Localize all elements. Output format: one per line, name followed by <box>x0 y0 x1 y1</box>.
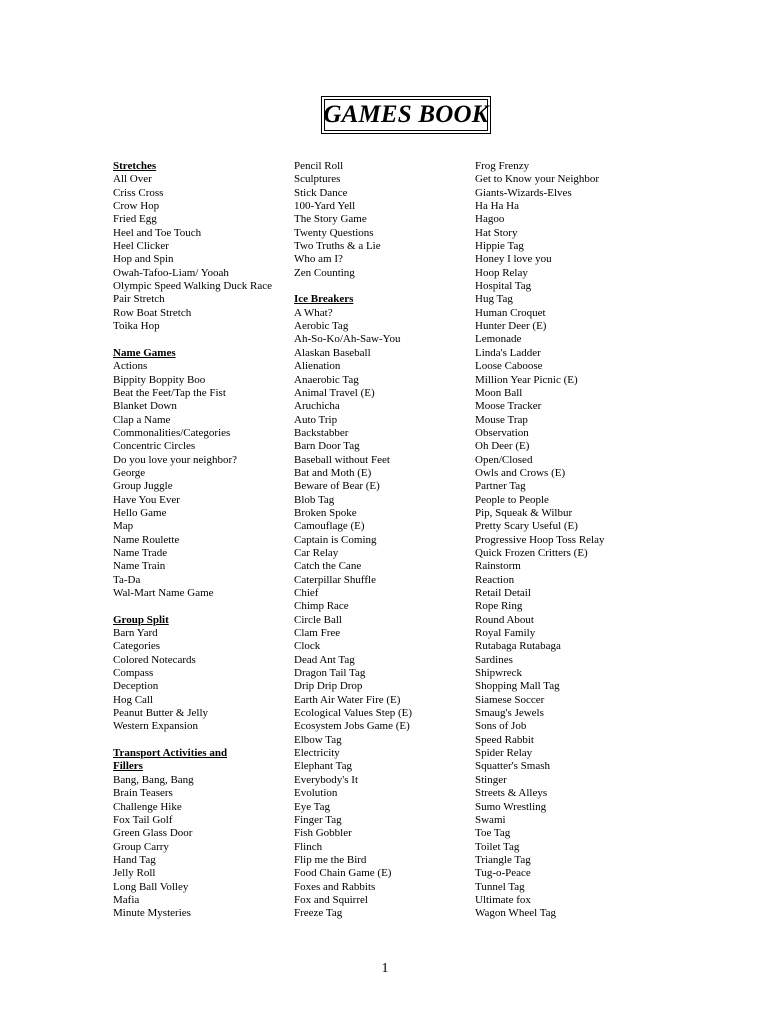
game-item: Swami <box>475 813 506 826</box>
game-item: Who am I? <box>294 253 343 266</box>
game-item: Bippity Boppity Boo <box>113 373 206 386</box>
game-item: Hagoo <box>475 213 505 226</box>
section-gap <box>294 280 469 293</box>
game-item: Foxes and Rabbits <box>294 880 376 893</box>
section-gap <box>113 600 288 613</box>
game-item: Clap a Name <box>113 413 171 426</box>
game-item: Linda's Ladder <box>475 346 541 359</box>
game-item: Heel Clicker <box>113 240 169 253</box>
game-item: Evolution <box>294 787 338 800</box>
game-item: Actions <box>113 360 148 373</box>
game-item: Western Expansion <box>113 720 198 733</box>
game-item: Sumo Wrestling <box>475 800 547 813</box>
game-item: Challenge Hike <box>113 800 182 813</box>
game-item: Freeze Tag <box>294 907 343 920</box>
game-item: Clock <box>294 640 321 653</box>
game-item: Ah-So-Ko/Ah-Saw-You <box>294 333 401 346</box>
game-item: Everybody's It <box>294 773 358 786</box>
game-item: Row Boat Stretch <box>113 306 192 319</box>
section-gap <box>113 333 288 346</box>
game-item: Olympic Speed Walking Duck Race <box>113 280 272 293</box>
game-item: Finger Tag <box>294 813 342 826</box>
game-item: Name Trade <box>113 546 168 559</box>
game-item: Alaskan Baseball <box>294 346 371 359</box>
game-item: Criss Cross <box>113 186 164 199</box>
game-item: Dead Ant Tag <box>294 653 355 666</box>
game-item: Eye Tag <box>294 800 330 813</box>
game-item: Hello Game <box>113 506 167 519</box>
game-item: Hospital Tag <box>475 280 532 293</box>
game-item: Giants-Wizards-Elves <box>475 186 572 199</box>
section-heading: Ice Breakers <box>294 293 354 306</box>
game-item: Hoop Relay <box>475 266 528 279</box>
game-item: Twenty Questions <box>294 226 374 239</box>
game-item: Group Carry <box>113 840 169 853</box>
game-item: Dragon Tail Tag <box>294 667 366 680</box>
game-item: Commonalities/Categories <box>113 426 231 439</box>
game-item: Categories <box>113 640 161 653</box>
page-number: 1 <box>381 961 389 976</box>
game-item: Fox and Squirrel <box>294 893 368 906</box>
game-item: Earth Air Water Fire (E) <box>294 693 401 706</box>
game-item: Toika Hop <box>113 320 160 333</box>
game-item: Tunnel Tag <box>475 880 525 893</box>
game-item: Backstabber <box>294 426 349 439</box>
game-item: Long Ball Volley <box>113 880 189 893</box>
game-item: Have You Ever <box>113 493 180 506</box>
game-item: All Over <box>113 173 152 186</box>
game-item: Open/Closed <box>475 453 533 466</box>
game-item: Pip, Squeak & Wilbur <box>475 506 573 519</box>
game-item: Progressive Hoop Toss Relay <box>475 533 605 546</box>
game-item: Owah-Tafoo-Liam/ Yooah <box>113 266 229 279</box>
game-item: Auto Trip <box>294 413 338 426</box>
game-item: Quick Frozen Critters (E) <box>475 546 588 559</box>
game-item: Ultimate fox <box>475 893 531 906</box>
game-item: Broken Spoke <box>294 506 357 519</box>
game-item: Anaerobic Tag <box>294 373 359 386</box>
game-item: Wal-Mart Name Game <box>113 587 214 599</box>
game-item: Reaction <box>475 573 515 586</box>
game-item: Stick Dance <box>294 186 348 199</box>
game-item: Ecological Values Step (E) <box>294 707 413 720</box>
game-item: Circle Ball <box>294 613 342 626</box>
game-item: Sardines <box>475 653 513 666</box>
game-item: Partner Tag <box>475 480 526 493</box>
game-item: Ha Ha Ha <box>475 200 519 213</box>
game-item: Aruchicha <box>294 400 340 413</box>
game-item: Mouse Trap <box>475 413 528 426</box>
game-item: Pretty Scary Useful (E) <box>475 520 578 533</box>
game-item: Group Juggle <box>113 480 173 493</box>
game-item: Hog Call <box>113 693 154 706</box>
game-item: Fish Gobbler <box>294 827 352 840</box>
game-item: Concentric Circles <box>113 440 196 453</box>
section-heading: Fillers <box>113 760 143 773</box>
section-gap <box>113 734 288 747</box>
game-item: Compass <box>113 667 154 680</box>
game-item: Ta-Da <box>113 573 141 586</box>
section-heading: Stretches <box>113 160 157 172</box>
game-item: Name Roulette <box>113 533 180 546</box>
game-item: Baseball without Feet <box>294 453 390 466</box>
game-item: Human Croquet <box>475 306 546 319</box>
game-item: George <box>113 466 146 479</box>
game-item: Drip Drip Drop <box>294 680 363 693</box>
game-item: Mafia <box>113 893 140 906</box>
game-item: Flip me the Bird <box>294 853 367 866</box>
game-item: Fox Tail Golf <box>113 813 173 826</box>
game-item: Beware of Bear (E) <box>294 480 380 493</box>
game-item: Pencil Roll <box>294 160 344 172</box>
game-item: 100-Yard Yell <box>294 200 356 213</box>
game-item: Chief <box>294 587 319 599</box>
game-item: Caterpillar Shuffle <box>294 573 376 586</box>
game-item: Animal Travel (E) <box>294 386 375 399</box>
game-item: Round About <box>475 613 534 626</box>
game-item: Food Chain Game (E) <box>294 867 392 880</box>
game-item: People to People <box>475 493 549 506</box>
game-item: Spider Relay <box>475 747 533 760</box>
game-item: Pair Stretch <box>113 293 165 306</box>
game-item: Triangle Tag <box>475 853 531 866</box>
game-item: Green Glass Door <box>113 827 193 840</box>
game-item: Map <box>113 520 134 533</box>
column-1 <box>113 160 288 921</box>
game-item: Retail Detail <box>475 587 531 599</box>
game-item: Heel and Toe Touch <box>113 226 202 239</box>
game-item: Chimp Race <box>294 600 349 613</box>
game-item: Blob Tag <box>294 493 335 506</box>
game-item: Barn Door Tag <box>294 440 360 453</box>
game-item: Deception <box>113 680 159 693</box>
game-item: Do you love your neighbor? <box>113 453 238 466</box>
game-item: Clam Free <box>294 627 341 640</box>
game-item: Shipwreck <box>475 667 523 680</box>
game-item: Toilet Tag <box>475 840 520 853</box>
game-item: Beat the Feet/Tap the Fist <box>113 386 226 399</box>
section-heading: Group Split <box>113 613 169 626</box>
game-item: Smaug's Jewels <box>475 707 544 720</box>
game-item: Flinch <box>294 840 323 853</box>
game-item: Sons of Job <box>475 720 527 733</box>
game-item: Hippie Tag <box>475 240 524 253</box>
game-item: Barn Yard <box>113 627 158 640</box>
game-item: Owls and Crows (E) <box>475 466 566 479</box>
game-item: Honey I love you <box>475 253 552 266</box>
game-item: Shopping Mall Tag <box>475 680 560 693</box>
game-item: Hat Story <box>475 226 518 239</box>
column-2 <box>294 160 469 921</box>
game-item: Siamese Soccer <box>475 693 545 706</box>
game-item: Hand Tag <box>113 853 156 866</box>
game-item: Sculptures <box>294 173 341 186</box>
game-item: Camouflage (E) <box>294 520 365 533</box>
game-item: Catch the Cane <box>294 560 362 573</box>
game-item: Hug Tag <box>475 293 513 306</box>
game-item: Elbow Tag <box>294 733 342 746</box>
game-item: Name Train <box>113 560 166 573</box>
game-item: Oh Deer (E) <box>475 440 530 453</box>
game-item: Blanket Down <box>113 400 177 413</box>
game-item: Tug-o-Peace <box>475 867 531 880</box>
game-item: Moose Tracker <box>475 400 542 413</box>
game-item: Zen Counting <box>294 266 355 279</box>
game-item: Electricity <box>294 747 340 760</box>
game-item: A What? <box>294 306 333 319</box>
game-item: Car Relay <box>294 546 339 559</box>
game-item: Colored Notecards <box>113 653 196 666</box>
game-item: Bat and Moth (E) <box>294 466 372 479</box>
game-item: Alienation <box>294 360 341 373</box>
game-item: Hunter Deer (E) <box>475 320 547 333</box>
game-item: Crow Hop <box>113 200 160 213</box>
game-item: Elephant Tag <box>294 760 352 773</box>
game-item: Minute Mysteries <box>113 907 191 920</box>
game-item: Ecosystem Jobs Game (E) <box>294 720 410 733</box>
game-item: Stinger <box>475 773 507 786</box>
section-heading: Name Games <box>113 346 176 359</box>
game-item: The Story Game <box>294 213 367 226</box>
title-box <box>321 96 491 134</box>
game-item: Hop and Spin <box>113 253 174 266</box>
game-item: Frog Frenzy <box>475 160 530 172</box>
game-item: Two Truths & a Lie <box>294 240 381 253</box>
game-item: Lemonade <box>475 333 522 346</box>
game-item: Observation <box>475 426 529 439</box>
game-item: Jelly Roll <box>113 867 156 880</box>
game-item: Bang, Bang, Bang <box>113 773 194 786</box>
game-item: Moon Ball <box>475 386 523 399</box>
game-item: Loose Caboose <box>475 360 543 373</box>
game-item: Streets & Alleys <box>475 787 548 800</box>
game-item: Rope Ring <box>475 600 523 613</box>
game-item: Aerobic Tag <box>294 320 349 333</box>
game-item: Peanut Butter & Jelly <box>113 707 209 720</box>
game-item: Get to Know your Neighbor <box>475 173 600 186</box>
game-item: Brain Teasers <box>113 787 173 800</box>
page-title: GAMES BOOK <box>324 99 488 131</box>
game-item: Fried Egg <box>113 213 157 226</box>
game-item: Toe Tag <box>475 827 511 840</box>
game-item: Wagon Wheel Tag <box>475 907 557 920</box>
game-item: Royal Family <box>475 627 536 640</box>
game-item: Speed Rabbit <box>475 733 534 746</box>
game-item: Rutabaga Rutabaga <box>475 640 561 653</box>
game-item: Million Year Picnic (E) <box>475 373 578 386</box>
column-3 <box>475 160 655 921</box>
section-heading: Transport Activities and <box>113 747 228 760</box>
game-item: Captain is Coming <box>294 533 377 546</box>
game-item: Rainstorm <box>475 560 521 573</box>
game-item: Squatter's Smash <box>475 760 551 773</box>
